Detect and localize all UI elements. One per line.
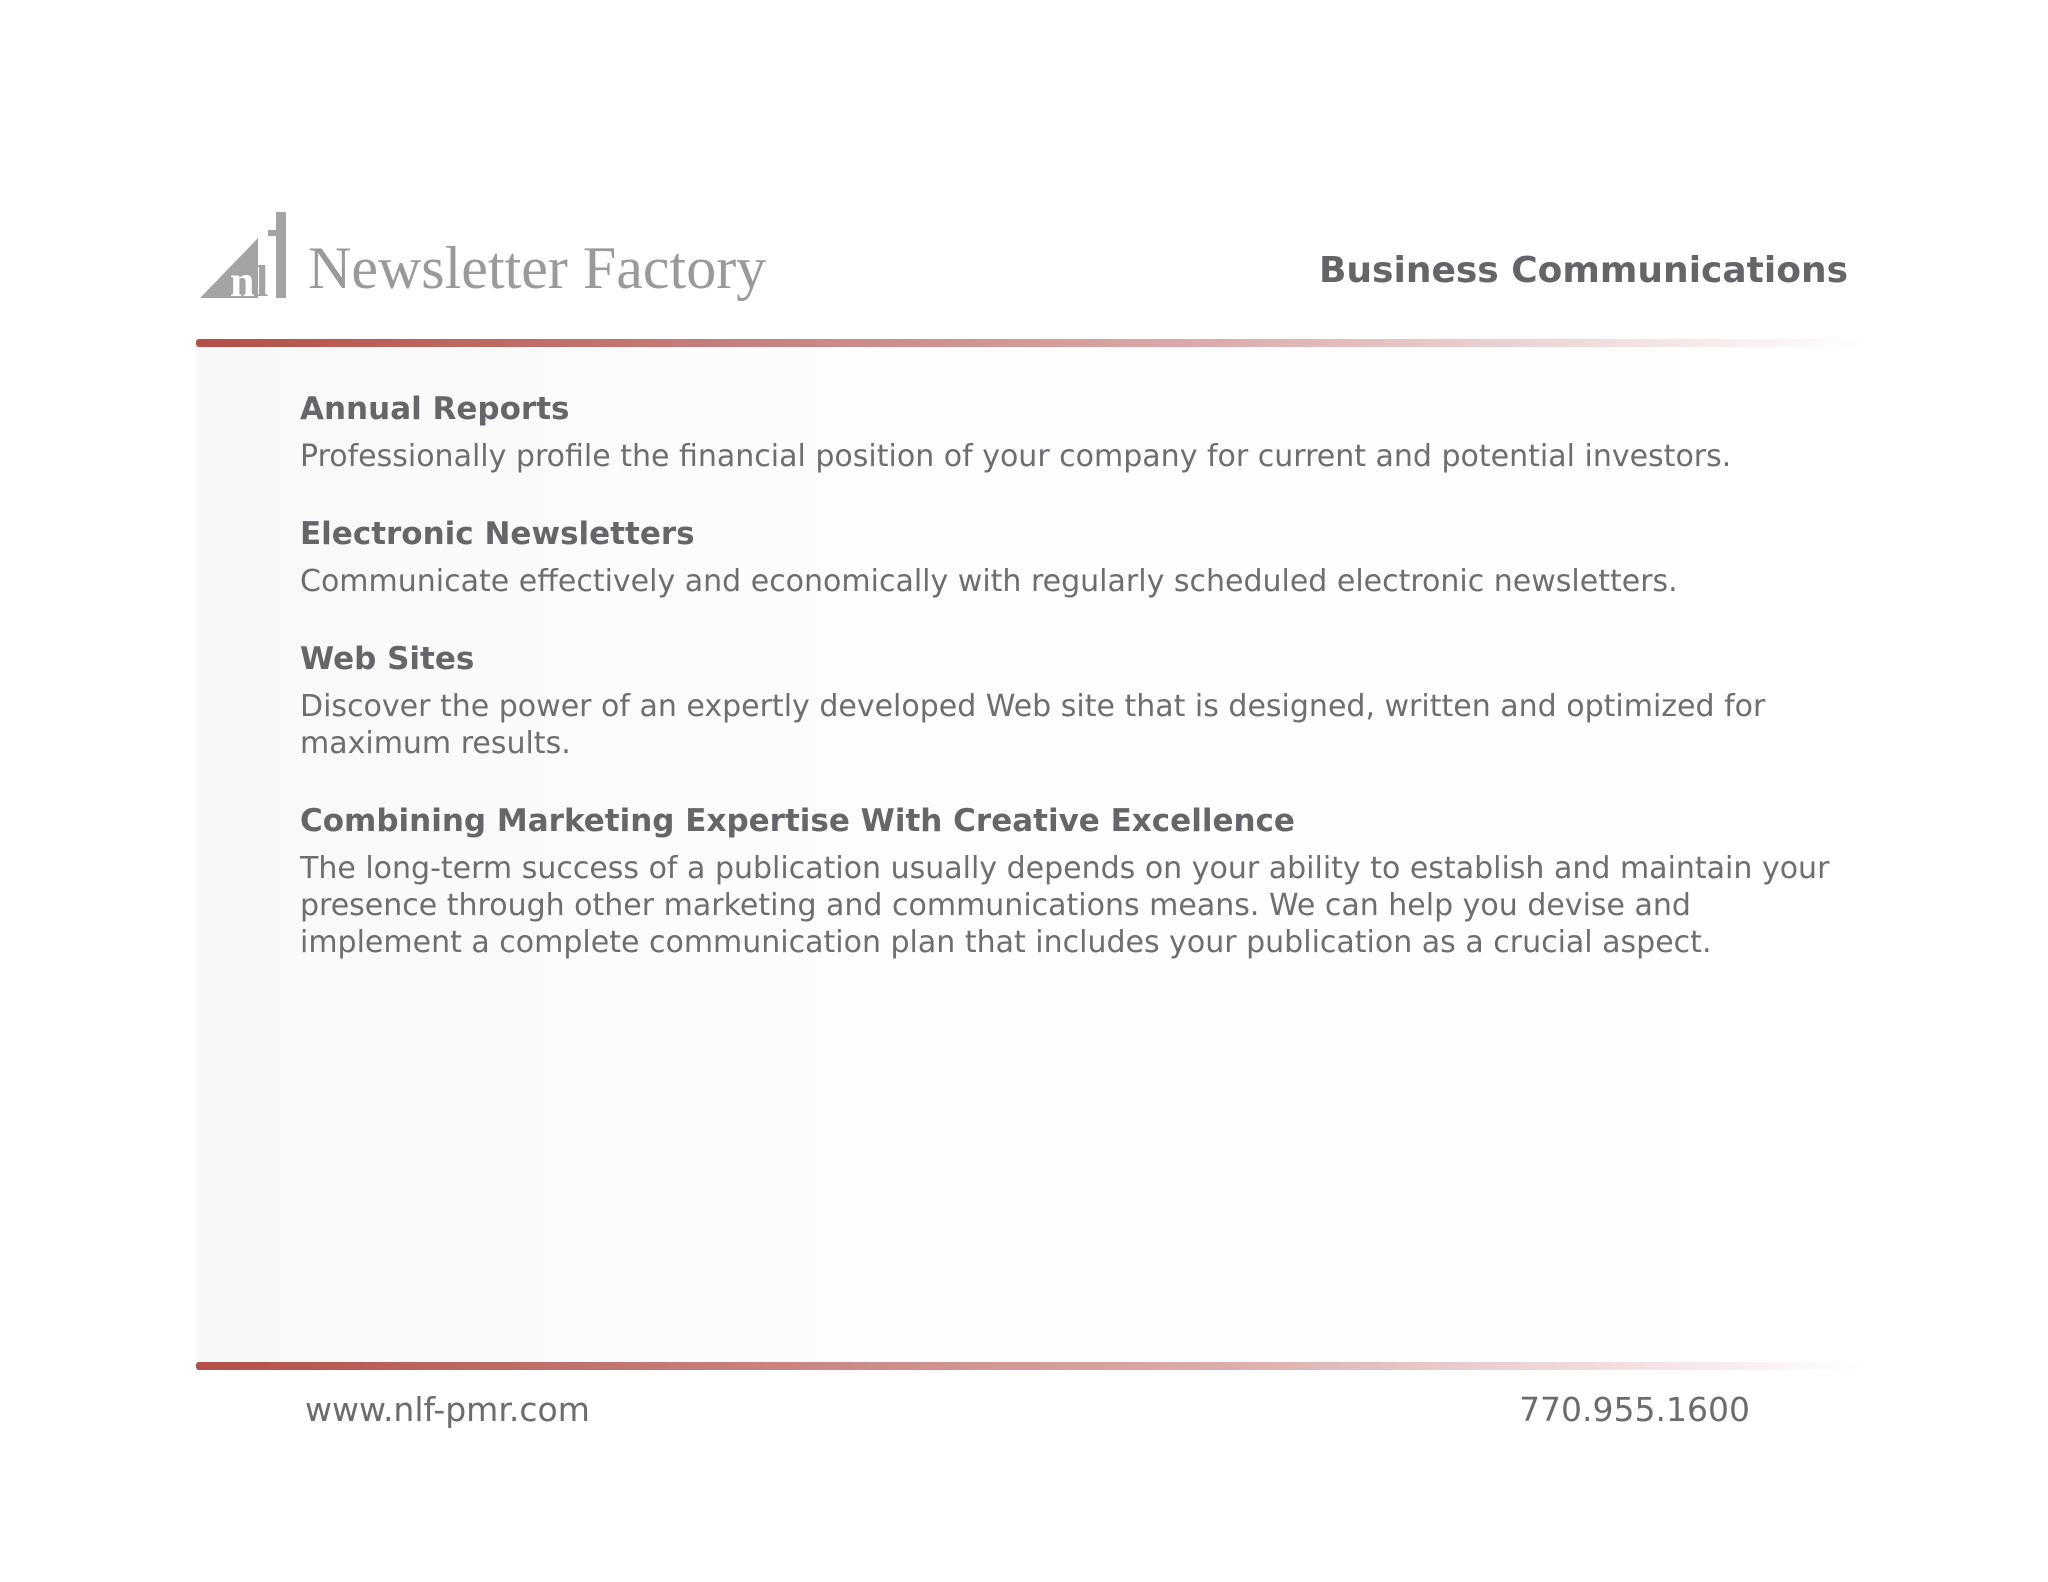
section-body: Professionally profile the financial position of your company for current and potential investors. (300, 439, 1732, 474)
section-body: The long-term success of a publication usually depends on your ability to establish and maintain your presence through other marketing and communications means. We can help you devise and implement a complete communication plan that includes your publication as a crucial aspect. (300, 851, 1830, 960)
section-marketing-expertise (300, 800, 1860, 961)
page-title: Business Communications (1318, 250, 1848, 291)
section-body: Communicate effectively and economically with regularly scheduled electronic newsletters. (300, 564, 1678, 599)
footer-website-link[interactable]: www.nlf-pmr.com (305, 1390, 590, 1429)
content (300, 388, 1860, 999)
footer-divider (196, 1362, 1866, 1370)
header-divider (196, 339, 1866, 347)
section-annual-reports (300, 388, 1860, 475)
footer-phone: 770.955.1600 (1519, 1390, 1750, 1429)
section-electronic-newsletters (300, 513, 1860, 600)
svg-text:n: n (230, 257, 255, 304)
section-body: Discover the power of an expertly developed Web site that is designed, written and optimized for maximum results. (300, 689, 1766, 761)
section-heading: Electronic Newsletters (300, 516, 695, 552)
section-web-sites (300, 638, 1860, 762)
logo-text: Newsletter Factory (308, 235, 767, 301)
nlf-logo-icon (198, 208, 294, 304)
section-heading: Combining Marketing Expertise With Creative Excellence (300, 803, 1295, 839)
section-heading: Annual Reports (300, 391, 570, 427)
logo (198, 194, 766, 304)
svg-text:l: l (256, 257, 269, 304)
section-heading: Web Sites (300, 641, 475, 677)
